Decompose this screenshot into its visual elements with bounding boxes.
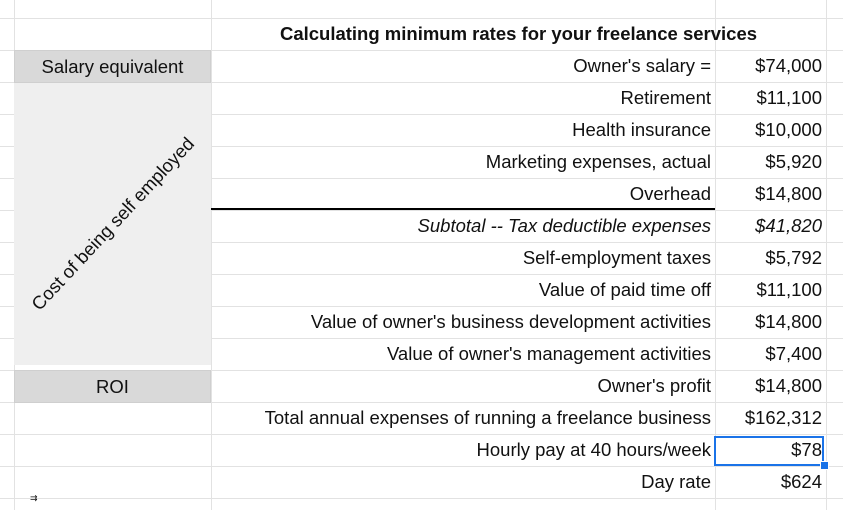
row-label-health-insurance[interactable]: Health insurance: [572, 119, 711, 140]
row-value-retirement[interactable]: $11,100: [756, 87, 822, 108]
row-value-self-employment-taxes[interactable]: $5,792: [765, 247, 822, 268]
row-value-owner-salary[interactable]: $74,000: [755, 55, 822, 76]
row-label-paid-time-off[interactable]: Value of paid time off: [538, 279, 711, 300]
row-label-management[interactable]: Value of owner's management activities: [386, 343, 711, 364]
row-label-hourly-pay[interactable]: Hourly pay at 40 hours/week: [476, 439, 711, 460]
row-label-retirement[interactable]: Retirement: [620, 87, 711, 108]
row-value-health-insurance[interactable]: $10,000: [755, 119, 822, 140]
row-label-total-annual-expenses[interactable]: Total annual expenses of running a freelance business: [264, 407, 711, 428]
salary-equivalent-label[interactable]: Salary equivalent: [14, 50, 211, 83]
row-value-business-development[interactable]: $14,800: [755, 311, 822, 332]
row-label-owner-salary[interactable]: Owner's salary =: [573, 55, 711, 76]
row-label-marketing[interactable]: Marketing expenses, actual: [485, 151, 711, 172]
active-cell-selection[interactable]: [714, 436, 824, 466]
cost-of-self-employed-label: Cost of being self employed: [26, 133, 198, 315]
row-value-marketing[interactable]: $5,920: [765, 151, 822, 172]
row-label-owner-profit[interactable]: Owner's profit: [597, 375, 711, 396]
row-value-owner-profit[interactable]: $14,800: [755, 375, 822, 396]
row-label-business-development[interactable]: Value of owner's business development activities: [310, 311, 711, 332]
grid-row-line: [0, 498, 843, 499]
row-value-hourly-pay[interactable]: $78: [791, 439, 822, 460]
cost-of-self-employed-merged-cell[interactable]: [14, 83, 211, 365]
row-value-paid-time-off[interactable]: $11,100: [756, 279, 822, 300]
roi-label[interactable]: ROI: [14, 370, 211, 403]
row-value-subtotal[interactable]: $41,820: [755, 215, 822, 236]
row-label-overhead[interactable]: Overhead: [629, 183, 711, 204]
row-value-management[interactable]: $7,400: [765, 343, 822, 364]
row-label-day-rate[interactable]: Day rate: [641, 471, 711, 492]
corner-glyph: ⇉: [30, 493, 38, 503]
row-label-subtotal[interactable]: Subtotal -- Tax deductible expenses: [417, 215, 711, 236]
row-value-total-annual-expenses[interactable]: $162,312: [744, 407, 822, 428]
row-label-self-employment-taxes[interactable]: Self-employment taxes: [522, 247, 711, 268]
fill-handle[interactable]: [820, 461, 829, 470]
row-value-overhead[interactable]: $14,800: [755, 183, 822, 204]
subtotal-top-border: [211, 208, 715, 210]
sheet-title[interactable]: Calculating minimum rates for your freelance services: [279, 23, 758, 44]
row-value-day-rate[interactable]: $624: [780, 471, 822, 492]
